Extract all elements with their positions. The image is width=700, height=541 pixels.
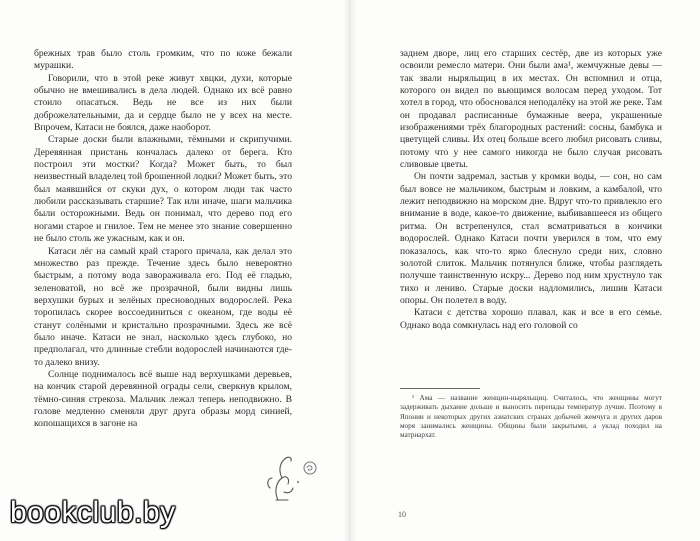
paragraph: Солнце поднималось всё выше над верхушками деревьев, на кончик старой деревянной ограды сели, сверкнув крылом, тёмно-синяя стрекоза. Мальчик лежал теперь неподвижно. В голове медленно сменяли друг друга образы морд синией, копошащихся в загоне на [34, 368, 292, 430]
footnote-divider [400, 388, 480, 389]
paragraph: Катаси лёг на самый край старого причала, как делал это множество раз прежде. Течение здесь было невероятно быстрым, а потому вода завораживала его. Под её гладью, зеленоватой, но всё же прозрачной, были видны лишь верхушки бурых и зелёных пресноводных водорослей. Река торопилась скорее воссоединиться с океаном, где воды её станут солёными и кристально прозрачными. Здесь же всё было иначе. Катаси не знал, насколько здесь глубоко, но предполагал, что длинные стебли водорослей начинаются где-то далеко внизу. [34, 245, 292, 368]
watermark-logo: bookclub.by [10, 496, 176, 529]
paragraph: Старые доски были влажными, тёмными и скрипучими. Деревянная пристань кончалась далеко от берега. Кто построил эти мостки? Когда? Может быть, то был неизвестный владелец той брошенной лодки? Может быть, это был маявшийся от скуки дух, о котором люди так часто любили рассказывать старшие? Так или иначе, шаги мальчика были осторожными. Ведь он понимал, что дерево под его ногами старое и гнилое. Тем не менее это знание совершенно не было столь же ужасным, как и он. [34, 134, 292, 245]
right-page-text [400, 48, 662, 332]
left-page-text [34, 48, 292, 431]
paragraph: Говорили, что в этой реке живут хвцки, духи, которые обычно не вмешивались в дела людей. Однако их всё равно стоило опасаться. Ведь не все из них были доброжелательными, да и сердце было не у всех на месте. Впрочем, Катаси не боялся, даже наоборот. [34, 72, 292, 134]
paragraph: Катаси с детства хорошо плавал, как и все в его семье. Однако вода сомкнулась над его головой со [400, 307, 662, 331]
paragraph: брежных трав было столь громким, что по коже бежали мурашки. [34, 48, 292, 72]
page-number: 10 [398, 510, 406, 519]
paragraph: заднем дворе, лиц его старших сестёр, две из которых уже освоили ремесло матери. Они были ама¹, жемчужные девы — так звали ныряльщиц в их местах. Он вспомнил и отца, которого он видел по вьющимся волосам перед уходом. Тот хотел в город, что обосновался неподалёку на этой же реке. Там он продавал расписанные бумажные веера, украшенные изображениями трёх благородных растений: сосны, бамбука и цветущей сливы. Их отец больше всего любил рисовать сливы, потому что у нее самого никогда не было случая рисовать сливовые цветы. [400, 48, 662, 171]
book-gutter [343, 0, 357, 541]
frog-vignette-illustration [248, 448, 328, 508]
paragraph: Он почти задремал, застыв у кромки воды, — сон, но сам был вовсе не мальчиком, быстрым и ловким, а камбалой, что лежит неподвижно на морском дне. Вдруг что-то привлекло его внимание в воде, какое-то движение, выбивавшееся из общего ритма. Он встрепенулся, стал всматриваться в кончики водорослей. Однако Катаси почти уверился в том, что ему показалось, как что-то ярко блеснуло среди них, словно золотой слиток. Мальчик потянулся ближе, чтобы разглядеть получше таинственную искру... Дерево под ним хрустнуло так тихо и лениво. Старые доски надломились, лишив Катаси опоры. Он полетел в воду. [400, 171, 662, 306]
footnote-text: ¹ Ама — название женщин-ныряльщиц. Считалось, что женщины могут задерживать дыхание дольше и выносить перепады температур лучше. Поэтому в Японии и некоторых других азиатских странах добычей жемчуга и других даров моря занимались женщины. Общины были закрытыми, а уклад походил на матриархат. [400, 394, 662, 440]
footnote [400, 394, 662, 440]
